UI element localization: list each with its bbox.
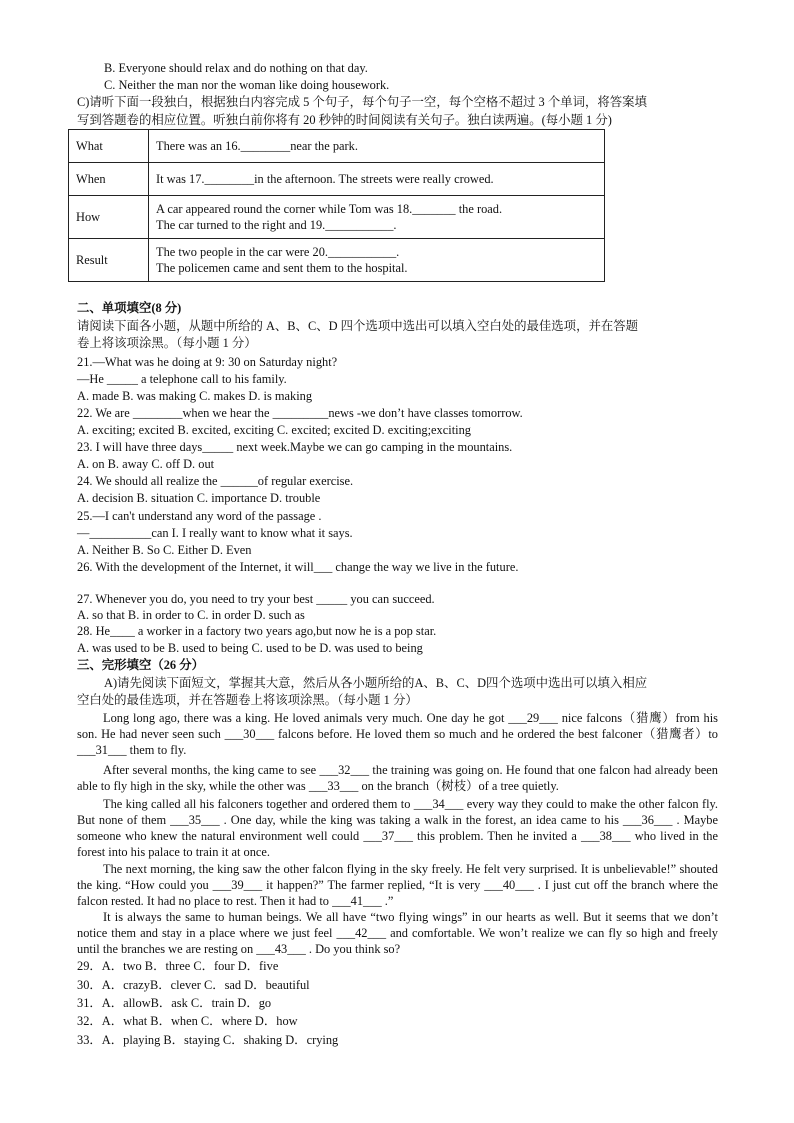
question-line: A. decision B. situation C. importance D. trouble [77, 491, 321, 505]
row-label: What [69, 130, 149, 163]
table-row [69, 196, 605, 239]
question-line: A. Neither B. So C. Either D. Even [77, 543, 252, 557]
question-line: 28. He____ a worker in a factory two years ago,but now he is a pop star. [77, 624, 437, 638]
table-row [69, 239, 605, 282]
section-2-title: 二、单项填空(8 分) [77, 301, 182, 315]
paragraph-text: The king called all his falconers together and ordered them to ___34___ every way they could to make the other falcon fly. But none of them ___35___ . One day, while the king was taking a walk in the forest, an idea came to his ___36___ . Maybe someone who knew the natural environment well could ___37___ this problem. Then he invited a ___38___ who lived in the forest into his palace to train it at once. [77, 797, 718, 859]
passage-paragraph [77, 796, 718, 860]
option-c: C. Neither the man nor the woman like doing housework. [104, 78, 390, 92]
paragraph-text: After several months, the king came to see ___32___ the training was going on. He found that one falcon had already been able to fly high in the sky, while the other was ___33___ on the branch（树枝）of a tree quietly. [77, 763, 718, 793]
passage-paragraph [77, 909, 718, 957]
question-line: 22. We are ________when we hear the _________news -we don’t have classes tomorrow. [77, 406, 523, 420]
row-line: The car turned to the right and 19.___________. [156, 218, 397, 232]
option-line: 30．A．crazyB．clever C．sad D．beautiful [77, 978, 310, 992]
table-row [69, 130, 605, 163]
passage-paragraph [77, 861, 718, 909]
question-line: 24. We should all realize the ______of regular exercise. [77, 474, 354, 488]
passage-paragraph [77, 710, 718, 758]
question-line: A. exciting; excited B. excited, exciting C. excited; excited D. exciting;exciting [77, 423, 471, 437]
paragraph-text: Long long ago, there was a king. He loved animals very much. One day he got ___29___ nice falcons（猎鹰）from his son. He had never seen such ___30___ falcons before. He loved them so much and he ordered the best falconer（猎鹰者）to ___31___ them to fly. [77, 711, 718, 757]
row-label: How [69, 196, 149, 239]
question-line: A. made B. was making C. makes D. is making [77, 389, 313, 403]
listening-table [68, 129, 605, 282]
table-row [69, 163, 605, 196]
row-label: When [69, 163, 149, 196]
paragraph-text: It is always the same to human beings. We all have “two flying wings” in our hearts as well. But it seems that we don’t notice them and stay in a place where we just feel ___42___ and comfortable. We won’t realize we can fly so high and freely until the branches we are resting on ___43___ . Do you think so? [77, 910, 718, 956]
section-2-instruction-cont: 卷上将该项涂黑。（每小题 1 分） [77, 336, 257, 350]
section-2-instruction: 请阅读下面各小题，从题中所给的 A、B、C、D 四个选项中选出可以填入空白处的最佳选项，并在答题 [77, 319, 639, 333]
question-line: A. was used to be B. used to being C. used to be D. was used to being [77, 641, 423, 655]
section-3-instruction: A)请先阅读下面短文，掌握其大意，然后从各小题所给的A、B、C、D四个选项中选出可以填入相应 [104, 676, 648, 690]
question-line: 26. With the development of the Internet, it will___ change the way we live in the future. [77, 560, 519, 574]
row-label: Result [69, 239, 149, 282]
section-3-instruction-cont: 空白处的最佳选项，并在答题卷上将该项涂黑。（每小题 1 分） [77, 693, 418, 707]
question-line: —__________can I. I really want to know what it says. [77, 526, 353, 540]
passage-paragraph [77, 762, 718, 794]
section-c-instruction: C)请听下面一段独白，根据独白内容完成 5 个句子，每个句子一空，每个空格不超过 3 个单词，将答案填 [77, 95, 647, 109]
question-line: 27. Whenever you do, you need to try your best _____ you can succeed. [77, 592, 435, 606]
row-line: The policemen came and sent them to the hospital. [156, 261, 408, 275]
question-line: 21.—What was he doing at 9: 30 on Saturday night? [77, 355, 338, 369]
question-line: —He _____ a telephone call to his family. [77, 372, 287, 386]
option-line: 29．A．two B．three C．four D．five [77, 959, 279, 973]
option-line: 31．A．allowB．ask C．train D．go [77, 996, 272, 1010]
row-content: It was 17.________in the afternoon. The streets were really crowed. [149, 163, 605, 196]
question-line: A. so that B. in order to C. in order D. such as [77, 608, 305, 622]
question-line: 25.—I can't understand any word of the passage . [77, 509, 322, 523]
paragraph-text: The next morning, the king saw the other falcon flying in the sky freely. He felt very surprised. It is unbelievable!” shouted the king. “How could you ___39___ it happen?” The farmer replied, “It is very ___40___ . I just cut off the branch where the falcon rested. It had no place to rest. Then it had to ___41___ .” [77, 862, 718, 908]
option-line: 33．A．playing B．staying C．shaking D．crying [77, 1033, 339, 1047]
row-content: There was an 16.________near the park. [149, 130, 605, 163]
option-line: 32．A．what B．when C．where D．how [77, 1014, 298, 1028]
question-line: A. on B. away C. off D. out [77, 457, 215, 471]
row-content [149, 239, 605, 282]
section-3-title: 三、完形填空（26 分） [77, 658, 205, 672]
section-c-instruction-cont: 写到答题卷的相应位置。听独白前你将有 20 秒钟的时间阅读有关句子。独白读两遍。(每小题 1 分) [77, 113, 612, 127]
row-content [149, 196, 605, 239]
question-line: 23. I will have three days_____ next week.Maybe we can go camping in the mountains. [77, 440, 513, 454]
option-b: B. Everyone should relax and do nothing on that day. [104, 61, 368, 75]
row-line: The two people in the car were 20.___________. [156, 245, 400, 259]
row-line: A car appeared round the corner while Tom was 18._______ the road. [156, 202, 503, 216]
